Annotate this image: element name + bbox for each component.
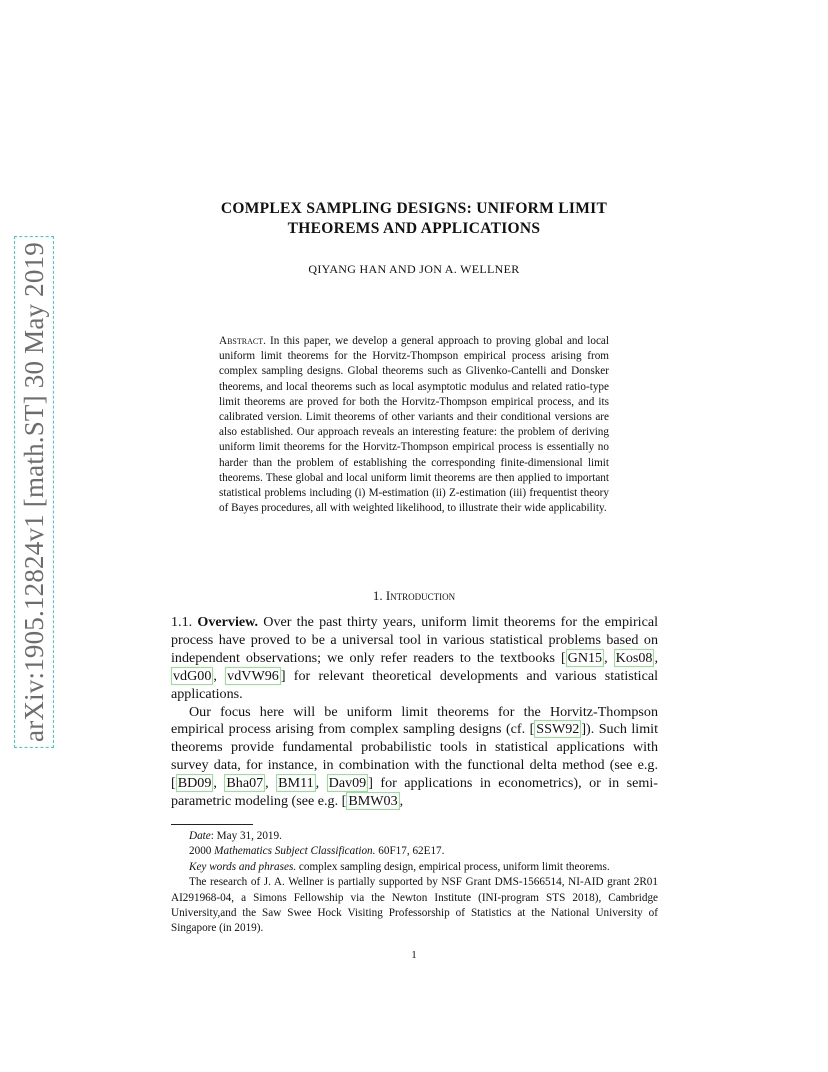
subsection-number: 1.1.: [171, 614, 193, 630]
footnote-rule: [171, 824, 253, 825]
body-text: [171, 614, 658, 811]
citation-link[interactable]: BD09: [177, 775, 212, 792]
paper-title: [170, 199, 658, 239]
footnote-text: 60F17, 62E17.: [375, 845, 445, 858]
citation-link[interactable]: vdVW96: [227, 667, 279, 684]
section-title: Introduction: [385, 588, 456, 603]
footnote-date: [171, 829, 658, 844]
footnote-label: Date: [189, 830, 211, 842]
footnotes: [171, 829, 658, 937]
paragraph-text: ,: [399, 793, 404, 810]
title-line-1: COMPLEX SAMPLING DESIGNS: UNIFORM LIMIT: [220, 200, 608, 217]
paragraph-text: Our focus here will be uniform limit theorems for the Horvitz-Thompson empirical process arising from complex sampling designs (cf. [: [171, 703, 658, 738]
citation-link[interactable]: Bha07: [226, 775, 264, 792]
footnote-funding: The research of J. A. Wellner is partially supported by NSF Grant DMS-1566514, NI-AID grant 2R01 AI291968-04, a Simons Fellowship via the Newton Institute (INI-program STS 2018), Cambridge University,and the Saw Swee Hock Visiting Professorship of Statistics at the National University of Singapore (in 2019).: [171, 876, 658, 935]
paragraph-text: ] for relevant theoretical developments and various statistical applications.: [171, 667, 659, 702]
footnote-label: Mathematics Subject Classification.: [214, 845, 376, 858]
citation-link[interactable]: Kos08: [615, 649, 653, 666]
citation-link[interactable]: GN15: [567, 649, 603, 666]
footnote-text: : May 31, 2019.: [210, 830, 282, 842]
abstract: [219, 334, 609, 516]
subsection-title: Overview.: [197, 614, 259, 630]
abstract-label: Abstract.: [219, 335, 266, 347]
footnote-text: complex sampling design, empirical process, uniform limit theorems.: [296, 860, 610, 873]
footnote-text: 2000: [189, 845, 215, 858]
section-number: 1.: [372, 588, 383, 603]
citation-link[interactable]: BM11: [278, 775, 314, 792]
paragraph-focus: Our focus here will be uniform limit theorems for the Horvitz-Thompson empirical process arising from complex sampling designs (cf. [ SSW92 ]). Such limit theorems provide fundamental probabilistic tools in statistical applications with survey data, for instance, in combination with the functional delta method (see e.g. [ BD09 , Bha07 , BM11 , Dav09 ] for applications in econometrics), or in semi-parametric modeling (see e.g. [ BMW03 ,: [171, 703, 658, 810]
footnote-msc: [171, 844, 658, 859]
abstract-text: In this paper, we develop a general approach to proving global and local uniform limit theorems for the Horvitz-Thompson empirical process arising from complex sampling designs. Global theorems such as Glivenko-Cantelli and Donsker theorems, and local theorems such as local asymptotic modulus and related ratio-type limit theorems are proved for both the Horvitz-Thompson empirical process, and its calibrated version. Limit theorems of other variants and their conditional versions are also established. Our approach reveals an interesting feature: the problem of deriving uniform limit theorems for the Horvitz-Thompson empirical process is essentially no harder than the problem of establishing the corresponding finite-dimensional limit theorems. These global and local uniform limit theorems are then applied to important statistical problems including (i) M-estimation (ii) Z-estimation (iii) frequentist theory of Bayes procedures, all with weighted likelihood, to illustrate their wide applicability.: [219, 335, 609, 515]
footnote-keywords: [171, 860, 658, 875]
citation-link[interactable]: Dav09: [328, 775, 367, 792]
citation-link[interactable]: vdG00: [173, 667, 212, 684]
page-number: 1: [411, 949, 417, 961]
authors: QIYANG HAN AND JON A. WELLNER: [308, 262, 520, 276]
paragraph-text: Over the past thirty years, uniform limit theorems for the empirical process have proved to be a universal tool in various statistical problems based on independent observations; we only refer readers to the textbooks [: [171, 614, 658, 666]
paragraph-text: ]). Such limit theorems provide fundamental probabilistic tools in statistical applications with survey data, for instance, in combination with the functional delta method (see e.g. [: [171, 721, 658, 792]
paragraph-overview: 1.1. Overview. Over the past thirty years, uniform limit theorems for the empirical process have proved to be a universal tool in various statistical problems based on independent observations; we only refer readers to the textbooks [ GN15 , Kos08 , vdG00 , vdVW96 ] for relevant theoretical developments and various statistical applications.: [171, 614, 659, 702]
section-heading: [170, 588, 658, 604]
arxiv-stamp-text: arXiv:1905.12824v1 [math.ST] 30 May 2019: [18, 242, 49, 742]
paragraph-text: ] for applications in econometrics), or in semi-parametric modeling (see e.g. [: [171, 775, 658, 810]
title-line-2: THEOREMS AND APPLICATIONS: [287, 220, 541, 237]
arxiv-stamp: [14, 236, 54, 748]
citation-link[interactable]: BMW03: [348, 793, 398, 810]
citation-link[interactable]: SSW92: [536, 721, 580, 738]
footnote-label: Key words and phrases.: [189, 860, 297, 873]
